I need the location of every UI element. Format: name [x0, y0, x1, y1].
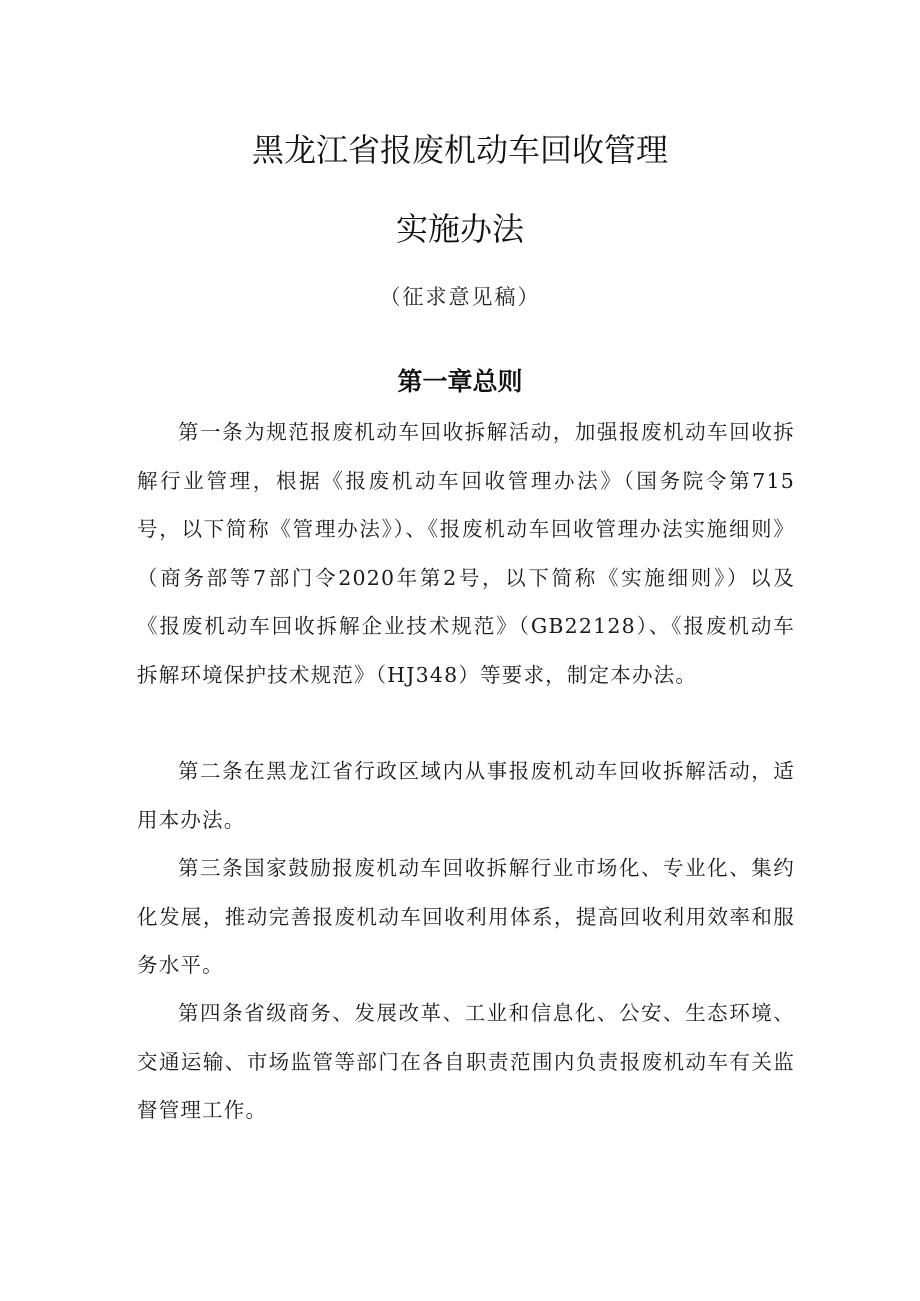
article-1-paragraph: 第一条为规范报废机动车回收拆解活动，加强报废机动车回收拆解行业管理，根据《报废机动车回收管理办法》（国务院令第715号，以下简称《管理办法》）、《报废机动车回收管理办法实施细则》（商务部等7部门令2020年第2号，以下简称《实施细则》）以及《报废机动车回收拆解企业技术规范》（GB22128）、《报废机动车拆解环境保护技术规范》（HJ348）等要求，制定本办法。	[137, 420, 795, 687]
article-2-paragraph: 第二条在黑龙江省行政区域内从事报废机动车回收拆解活动，适用本办法。	[137, 759, 795, 832]
document-title-line-2: 实施办法	[395, 210, 524, 248]
document-title-line-1: 黑龙江省报废机动车回收管理	[251, 131, 668, 169]
chapter-heading: 第一章总则	[397, 367, 523, 396]
document-subtitle: （征求意见稿）	[379, 285, 541, 309]
article-4-paragraph: 第四条省级商务、发展改革、工业和信息化、公安、生态环境、交通运输、市场监管等部门在各自职责范围内负责报废机动车有关监督管理工作。	[137, 1001, 795, 1123]
article-3-paragraph: 第三条国家鼓励报废机动车回收拆解行业市场化、专业化、集约化发展，推动完善报废机动车回收利用体系，提高回收利用效率和服务水平。	[137, 856, 795, 978]
